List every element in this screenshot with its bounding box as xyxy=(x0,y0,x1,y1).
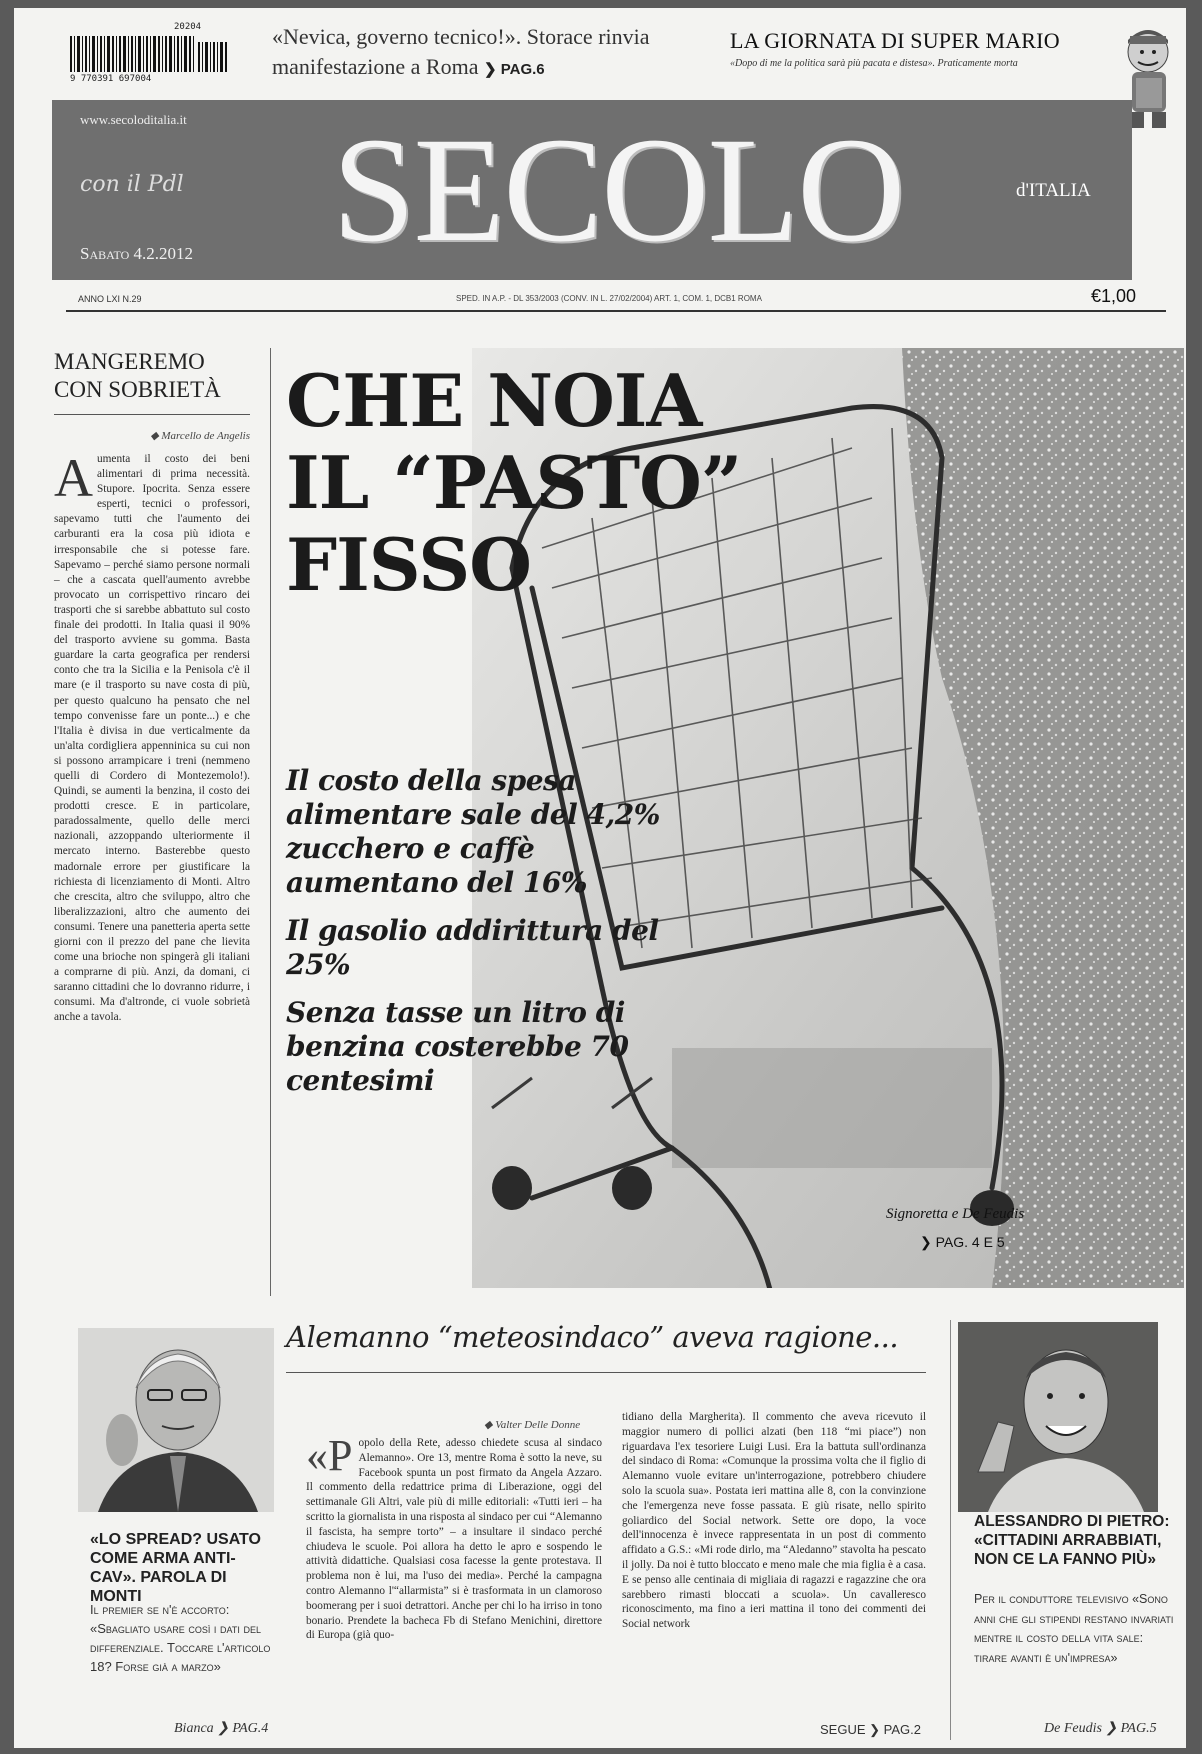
main-page-ref[interactable]: ❯ PAG. 4 E 5 xyxy=(920,1234,1005,1250)
editorial-dropcap: A xyxy=(54,448,93,508)
party-label: con il Pdl xyxy=(80,172,184,197)
super-mario-title: LA GIORNATA DI SUPER MARIO xyxy=(730,28,1060,53)
issue-number: ANNO LXI N.29 xyxy=(78,294,142,304)
newspaper-subtitle: d'ITALIA xyxy=(1016,180,1091,201)
teaser-text: «Nevica, governo tecnico!». Storace rinvia manifestazione a Roma xyxy=(272,24,650,79)
super-mario-quote: «Dopo di me la politica sarà più pacata e distesa». Praticamente morta xyxy=(730,58,1018,69)
editorial-byline: ◆ Marcello de Angelis xyxy=(150,430,250,442)
issue-info-row xyxy=(66,286,1166,312)
alemanno-column-2: tidiano della Margherita). Il commento che aveva ricevuto il maggior numero di pollici alzati (ben 118 “mi piace”) non riguardava l'ex tesoriere Luigi Lusi. Era la battuta sull'ordinanza del sindaco di Roma: «Comunque la prossima volta che il figlio di Alemanno vuole evitare un'interrogazione, potrebbero chiudere solo la scuola sua». Postata ieri mattina alle 8, con la convinzione che l'emergenza neve fosse passata. E giù risate, nello spirito goliardico del Social network. Sette ore dopo, la voce dell'innocenza è invece rappresentata in un post di commento affidato a G.S.: «Mi rode dirlo, ma “Aledanno” stavolta ha pescato il jolly. Da noi è tutto bloccato e meno male che mia figlia è a casa. E se penso alle centinaia di migliaia di ragazzi e ragazzine che ora sarebbero rimasti bloccati a scuola». Un cavalleresco riconoscimento, ma fino a ieri mattina il tono dei commenti dei Social network xyxy=(622,1411,926,1631)
monti-page-ref[interactable]: Bianca ❯ PAG.4 xyxy=(174,1721,269,1736)
super-mario-box[interactable] xyxy=(730,28,1110,69)
alemanno-headline[interactable]: Alemanno “meteosindaco” aveva ragione... xyxy=(286,1320,899,1354)
monti-body: Il premier se n'è accorto: «Sbagliato usare così i dati del differenziale. Toccare l'articolo 18? Forse già a marzo» xyxy=(90,1602,271,1674)
subhead-diesel: Il gasolio addirittura del 25% xyxy=(286,914,659,981)
newspaper-title: SECOLO xyxy=(332,107,904,273)
monti-photo xyxy=(78,1328,274,1512)
main-headline-line-3: FISSO xyxy=(286,522,531,607)
editorial-rule xyxy=(54,414,250,415)
monti-headline[interactable]: «LO SPREAD? USATO COME ARMA ANTI-CAV». PAROLA DI MONTI xyxy=(90,1531,261,1605)
alemanno-column-1-text: opolo della Rete, adesso chiedete scusa al sindaco Alemanno». Ore 13, mentre Roma è sotto la neve, su Facebook spunta un post firmato da Angela Azzaro. Il commento della redattrice prima di Liberazione, oggi del settimanale Gli Altri, vale più di mille editoriali: «Tutti ieri – ha scritto la giornalista in una risposta al sindaco per cui “Alemanno il fascista, ha sempre torto” – a insultare il sindaco perché chiudeva le scuole. Poi allora ha detto le apro e sospendo le attività didattiche. Qualsiasi cosa facesse la gente protestava. Il problema non è lui, ma l'uso dei media». Perché la campagna contro Alemanno l'“allarmista” si è trasformata in un clamoroso boomerang per i suoi detrattori. Anche per chi lo ha irriso in tono bonario. Prendete la bacheca Fb di Stefano Menichini, direttore di Europa (già quo- xyxy=(306,1437,602,1642)
postal-info: SPED. IN A.P. - DL 353/2003 (CONV. IN L. 27/02/2004) ART. 1, COM. 1, DCB1 ROMA xyxy=(456,294,762,303)
editorial-column xyxy=(54,348,250,1026)
column-divider xyxy=(270,348,271,1296)
barcode-number: 9 770391 697004 xyxy=(70,74,152,84)
subhead-petrol: Senza tasse un litro di benzina costerebbe 70 centesimi xyxy=(286,996,629,1097)
photo-credit: Signoretta e De Feudis xyxy=(886,1206,1025,1222)
site-url[interactable]: www.secoloditalia.it xyxy=(80,112,187,127)
barcode-top-number: 20204 xyxy=(174,22,202,32)
alemanno-dropcap: «P xyxy=(306,1431,353,1480)
di-pietro-headline[interactable]: ALESSANDRO DI PIETRO: «CITTADINI ARRABBIATI, NON CE LA FANNO PIÙ» xyxy=(974,1513,1170,1568)
issue-date: Sabato 4.2.2012 xyxy=(80,244,193,263)
alemanno-continues[interactable]: SEGUE ❯ PAG.2 xyxy=(820,1722,921,1737)
main-subheadings xyxy=(286,764,706,1112)
editorial-body xyxy=(54,448,250,1026)
alemanno-column-1 xyxy=(306,1431,602,1643)
editorial-text: umenta il costo dei beni alimentari di prima necessità. Stupore. Ipocrita. Senza essere esperti, tecnici o professori, sapevamo tutti che l'aumento dei carburanti era la cosa più idiota e irresponsabile che si potesse fare. Sapevamo – perché siamo persone normali – che a cascata quell'aumento avrebbe provocato un corrispettivo rincaro dei trasporti che si sarebbe abbattuto sul costo finale dei prodotti. In Italia quasi il 90% del trasporto avviene su gomma. Basta guardare la carta geografica per rendersi conto che tra la Sicilia e la Penisola c'è il mare (e il trasporto su nave costa di più, per questo qualcuno ha pensato che nel tempo convenisse fare un ponte...) e che l'Italia è divisa in due verticalmente da un'alta cordigliera appenninica su cui non si possono arrampicare i treni (nemmeno quelli di Cordero di Montezemolo!). Quindi, se aumenti la benzina, il costo dei prodotti cresce. E in particolare, paradossalmente, quello delle merci nazionali, azzoppando ulteriormente il mercato interno. Basterebbe questo madornale errore per giustificare la richiesta di licenziamento di Monti. Altro che crescita, altro che sviluppo, altro che liberalizzazioni, altro che aumento dei consumi. Tenere una panetteria aperta sette giorni con il prezzo del pane che lievita come una brioche non spingerà gli italiani a comprarne di più. Anzi, da domani, ci saranno cittadini che lo dovranno ridurre, i consumi. Ma d'altronde, ci vuole sobrietà anche a tavola. xyxy=(54,453,250,1024)
main-headline[interactable] xyxy=(286,360,741,606)
main-headline-line-2: IL “PASTO” xyxy=(286,440,742,525)
teaser-storace[interactable] xyxy=(272,22,692,85)
di-pietro-page-ref[interactable]: De Feudis ❯ PAG.5 xyxy=(1044,1721,1157,1736)
main-headline-line-1: CHE NOIA xyxy=(286,358,702,443)
newspaper-front-page xyxy=(14,8,1186,1748)
alemanno-rule xyxy=(286,1372,926,1373)
bottom-column-divider xyxy=(950,1320,951,1740)
masthead xyxy=(52,100,1132,280)
di-pietro-body: Per il conduttore televisivo «Sono anni che gli stipendi restano invariati mentre il costo della vita sale: tirare avanti è un'impresa» xyxy=(974,1592,1174,1665)
alemanno-byline: ◆ Valter Delle Donne xyxy=(484,1419,581,1431)
editorial-heading: MANGEREMO CON SOBRIETÀ xyxy=(54,349,221,402)
subhead-food-prices: Il costo della spesa alimentare sale del 4,2% zucchero e caffè aumentano del 16% xyxy=(286,764,660,899)
teaser-page-ref: ❯ PAG.6 xyxy=(483,61,545,78)
di-pietro-photo xyxy=(958,1322,1158,1512)
price: €1,00 xyxy=(1090,286,1136,306)
